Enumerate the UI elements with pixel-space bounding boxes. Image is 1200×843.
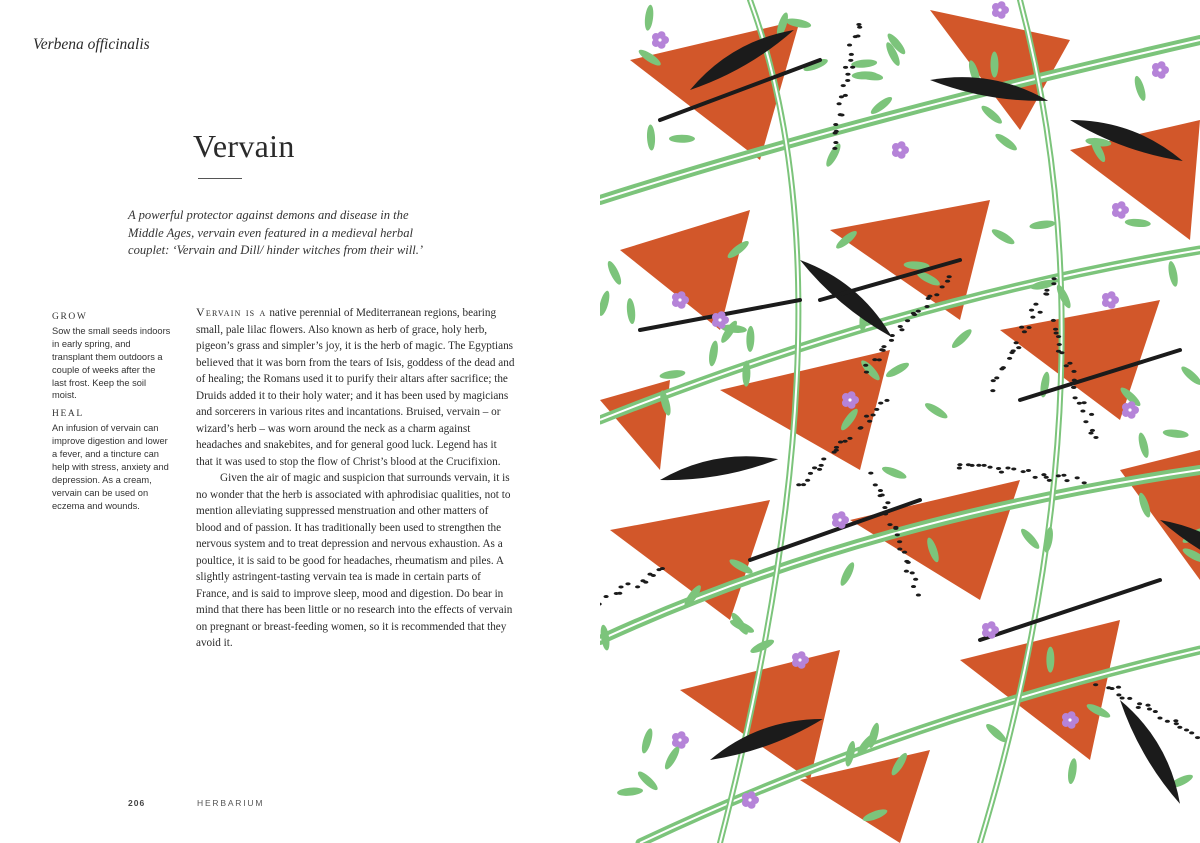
body-text xyxy=(196,304,516,652)
black-seed-dot-shape xyxy=(897,540,902,543)
lilac-flower-petal-shape xyxy=(748,791,756,799)
lilac-flower-petal-shape xyxy=(838,511,846,519)
black-seed-dot-shape xyxy=(895,533,900,536)
green-leaf-shape xyxy=(662,745,682,772)
black-seed-dot-shape xyxy=(849,53,854,56)
black-feather-leaf-shape xyxy=(1115,695,1190,807)
lilac-flower-petal-shape xyxy=(848,391,856,399)
lilac-flower-petal-shape xyxy=(658,31,666,39)
black-seed-dot-shape xyxy=(842,440,847,443)
lilac-flower-petal-shape xyxy=(718,311,726,319)
black-seed-dot-shape xyxy=(934,293,939,296)
black-seed-dot-shape xyxy=(916,594,921,597)
black-seed-dot-shape xyxy=(1033,476,1038,479)
black-seed-dot-shape xyxy=(887,523,892,526)
body-lead-in: Vervain is a xyxy=(196,305,267,319)
black-seed-dot-shape xyxy=(1047,479,1052,482)
green-stem-shape xyxy=(640,650,1200,843)
black-seed-dot-shape xyxy=(838,441,843,444)
green-leaf-shape xyxy=(626,298,637,325)
black-seed-dot-shape xyxy=(913,578,918,581)
green-leaf-shape xyxy=(979,103,1004,126)
black-seed-dot-shape xyxy=(1177,726,1182,729)
black-seed-dot-shape xyxy=(1059,351,1064,354)
black-seed-dot-shape xyxy=(1038,311,1043,314)
green-leaf-shape xyxy=(990,227,1016,247)
black-seed-dot-shape xyxy=(656,568,661,571)
green-leaf-shape xyxy=(1067,758,1079,785)
black-seed-dot-shape xyxy=(1173,719,1178,722)
black-seed-dot-shape xyxy=(1080,410,1085,413)
black-seed-dot-shape xyxy=(817,468,822,471)
black-seed-dot-shape xyxy=(990,389,995,392)
black-seed-dot-shape xyxy=(853,35,858,38)
lilac-flower-center-shape xyxy=(898,148,901,151)
green-leaf-shape xyxy=(1029,219,1056,230)
black-seed-dot-shape xyxy=(906,561,911,564)
lilac-flower-center-shape xyxy=(998,8,1001,11)
black-seed-dot-shape xyxy=(1088,432,1093,435)
black-seed-dot-shape xyxy=(912,313,917,316)
black-seed-dot-shape xyxy=(868,472,873,475)
lilac-flower-center-shape xyxy=(1158,68,1161,71)
lilac-flower-center-shape xyxy=(798,658,801,661)
black-seed-dot-shape xyxy=(1081,401,1086,404)
black-seed-dot-shape xyxy=(1001,366,1006,369)
black-seed-dot-shape xyxy=(796,483,801,486)
lilac-flower-center-shape xyxy=(1108,298,1111,301)
green-leaf-shape xyxy=(1019,526,1042,551)
black-seed-dot-shape xyxy=(801,483,806,486)
black-seed-dot-shape xyxy=(899,328,904,331)
black-seed-dot-shape xyxy=(1051,277,1056,280)
black-seed-dot-shape xyxy=(926,297,931,300)
title-divider xyxy=(198,178,242,179)
black-seed-dot-shape xyxy=(635,585,640,588)
black-seed-dot-shape xyxy=(1189,731,1194,734)
black-seed-dot-shape xyxy=(1195,736,1200,739)
green-leaf-shape xyxy=(1179,364,1200,387)
green-leaf-shape xyxy=(881,464,908,481)
black-seed-dot-shape xyxy=(996,467,1001,470)
page-number: 206 xyxy=(128,798,146,808)
black-seed-dot-shape xyxy=(874,408,879,411)
black-seed-dot-shape xyxy=(1019,326,1024,329)
green-leaf-shape xyxy=(600,290,612,317)
black-seed-dot-shape xyxy=(1033,303,1038,306)
black-seed-dot-shape xyxy=(843,94,848,97)
black-seed-dot-shape xyxy=(987,466,992,469)
black-seed-dot-shape xyxy=(625,582,630,585)
black-seed-dot-shape xyxy=(1056,474,1061,477)
lilac-flower-center-shape xyxy=(988,628,991,631)
lilac-flower-petal-shape xyxy=(798,651,806,659)
black-seed-dot-shape xyxy=(864,371,869,374)
black-seed-dot-shape xyxy=(976,464,981,467)
black-seed-dot-shape xyxy=(1016,346,1021,349)
black-seed-dot-shape xyxy=(1153,710,1158,713)
sidebar-text-heal: An infusion of vervain can improve digestion and lower a fever, and a tincture can help with stress, anxiety and depression. As a cream, vervain can be used on eczema and wounds. xyxy=(52,423,169,511)
black-seed-dot-shape xyxy=(819,464,824,467)
black-seed-dot-shape xyxy=(982,464,987,467)
black-seed-dot-shape xyxy=(1051,319,1056,322)
black-seed-dot-shape xyxy=(1082,481,1087,484)
black-seed-dot-shape xyxy=(858,427,863,430)
body-paragraph-1-text: native perennial of Mediterranean regions, bearing small, pale lilac flowers. Also known as herb of grace, holy herb, pigeon’s grass and simpler’s joy, it is the herb of magic. The Egyptians believed that it was born from the tears of Isis, goddess of the dead and of healing; the Romans used it to purify their altars after sacrifice; the Druids added it to their holy water; and it has been used by magicians and sorcerers in various rites and incantations. Bruised, vervain – or wizard’s herb – was worn around the neck as a charm against headaches and snakebites, and for general good luck. Legend has it that it was used to stop the flow of Christ’s blood at the Crucifixion. xyxy=(196,307,515,468)
black-seed-dot-shape xyxy=(1057,343,1062,346)
green-leaf-shape xyxy=(646,124,655,150)
black-seed-dot-shape xyxy=(1043,292,1048,295)
lilac-flower-petal-shape xyxy=(678,731,686,739)
lilac-flower-petal-shape xyxy=(998,1,1006,9)
black-seed-dot-shape xyxy=(1044,289,1049,292)
black-seed-dot-shape xyxy=(890,334,895,337)
sidebar-heading-grow: GROW xyxy=(52,312,88,322)
lilac-flower-petal-shape xyxy=(1128,401,1136,409)
black-seed-dot-shape xyxy=(957,467,962,470)
black-seed-dot-shape xyxy=(881,345,886,348)
green-leaf-shape xyxy=(923,401,949,421)
black-seed-dot-shape xyxy=(1026,469,1031,472)
black-seed-dot-shape xyxy=(1007,357,1012,360)
black-seed-dot-shape xyxy=(1061,474,1066,477)
black-seed-dot-shape xyxy=(991,379,996,382)
lilac-flower-center-shape xyxy=(1118,208,1121,211)
black-seed-dot-shape xyxy=(843,66,848,69)
black-seed-dot-shape xyxy=(1089,413,1094,416)
sidebar-text-grow: Sow the small seeds indoors in early spring, and transplant them outdoors a couple of weeks after the last frost. Keep the soil moist. xyxy=(52,325,171,401)
black-seed-dot-shape xyxy=(832,147,837,150)
black-seed-dot-shape xyxy=(834,446,839,449)
black-seed-dot-shape xyxy=(1073,396,1078,399)
black-seed-dot-shape xyxy=(873,483,878,486)
lilac-flower-center-shape xyxy=(748,798,751,801)
black-seed-dot-shape xyxy=(893,527,898,530)
black-seed-dot-shape xyxy=(880,494,885,497)
lilac-flower-center-shape xyxy=(1068,718,1071,721)
black-seed-dot-shape xyxy=(1011,467,1016,470)
lilac-flower-petal-shape xyxy=(1108,291,1116,299)
black-seed-dot-shape xyxy=(1067,362,1072,365)
lilac-flower-petal-shape xyxy=(1068,711,1076,719)
page-title: Vervain xyxy=(193,128,295,164)
lilac-flower-petal-shape xyxy=(678,291,686,299)
black-seed-dot-shape xyxy=(879,348,884,351)
green-leaf-shape xyxy=(1162,428,1189,439)
lilac-flower-petal-shape xyxy=(1158,61,1166,69)
black-seed-dot-shape xyxy=(945,280,950,283)
black-seed-dot-shape xyxy=(947,275,952,278)
green-leaf-shape xyxy=(824,142,843,169)
black-seed-dot-shape xyxy=(1053,328,1058,331)
green-leaf-shape xyxy=(1137,432,1151,459)
lilac-flower-center-shape xyxy=(1128,408,1131,411)
black-seed-dot-shape xyxy=(614,592,619,595)
black-seed-dot-shape xyxy=(1136,706,1141,709)
black-seed-dot-shape xyxy=(872,358,877,361)
black-seed-dot-shape xyxy=(1026,326,1031,329)
sidebar-heading-heal: HEAL xyxy=(52,409,84,420)
black-seed-dot-shape xyxy=(1022,330,1027,333)
orange-wedge-shape xyxy=(930,10,1070,130)
black-seed-dot-shape xyxy=(940,285,945,288)
black-seed-dot-shape xyxy=(1165,720,1170,723)
black-seed-dot-shape xyxy=(832,132,837,135)
sidebar xyxy=(52,311,172,519)
black-seed-dot-shape xyxy=(1064,364,1069,367)
black-seed-dot-shape xyxy=(1127,697,1132,700)
green-leaf-shape xyxy=(659,369,686,381)
black-seed-dot-shape xyxy=(1093,436,1098,439)
black-seed-dot-shape xyxy=(1077,402,1082,405)
black-seed-dot-shape xyxy=(845,73,850,76)
black-seed-dot-shape xyxy=(600,603,602,606)
green-leaf-shape xyxy=(950,327,974,351)
green-leaf-shape xyxy=(644,4,655,31)
lilac-flower-center-shape xyxy=(718,318,721,321)
green-leaf-shape xyxy=(1124,218,1151,228)
vervain-pattern-illustration xyxy=(600,0,1200,843)
lilac-flower-petal-shape xyxy=(1118,201,1126,209)
black-seed-dot-shape xyxy=(897,548,902,551)
green-leaf-shape xyxy=(884,360,911,380)
green-leaf-shape xyxy=(993,131,1019,153)
black-seed-dot-shape xyxy=(905,319,910,322)
black-seed-dot-shape xyxy=(1174,722,1179,725)
black-seed-dot-shape xyxy=(1064,479,1069,482)
black-seed-dot-shape xyxy=(1137,702,1142,705)
green-leaf-shape xyxy=(707,340,719,367)
black-seed-dot-shape xyxy=(969,464,974,467)
black-seed-dot-shape xyxy=(957,463,962,466)
lilac-flower-center-shape xyxy=(678,738,681,741)
green-leaf-shape xyxy=(605,259,623,286)
black-seed-dot-shape xyxy=(1071,370,1076,373)
black-seed-dot-shape xyxy=(898,325,903,328)
black-seed-dot-shape xyxy=(1184,729,1189,732)
black-seed-dot-shape xyxy=(889,339,894,342)
black-seed-dot-shape xyxy=(916,310,921,313)
black-seed-dot-shape xyxy=(863,364,868,367)
black-seed-dot-shape xyxy=(1030,316,1035,319)
black-seed-dot-shape xyxy=(1056,335,1061,338)
black-seed-dot-shape xyxy=(870,413,875,416)
lilac-flower-petal-shape xyxy=(988,621,996,629)
black-seed-dot-shape xyxy=(647,573,652,576)
illustration-page xyxy=(600,0,1200,843)
black-seed-dot-shape xyxy=(847,44,852,47)
black-seed-dot-shape xyxy=(618,585,623,588)
black-seed-dot-shape xyxy=(821,457,826,460)
green-leaf-shape xyxy=(746,326,755,352)
black-seed-dot-shape xyxy=(1075,476,1080,479)
black-seed-dot-shape xyxy=(902,551,907,554)
black-seed-dot-shape xyxy=(838,113,843,116)
black-seed-dot-shape xyxy=(1116,693,1121,696)
black-seed-dot-shape xyxy=(833,123,838,126)
stem-highlight-shape xyxy=(640,650,1200,843)
black-seed-dot-shape xyxy=(911,585,916,588)
running-head: HERBARIUM xyxy=(197,798,265,808)
black-seed-dot-shape xyxy=(1071,386,1076,389)
green-leaf-shape xyxy=(640,727,655,754)
black-seed-dot-shape xyxy=(831,451,836,454)
black-seed-dot-shape xyxy=(999,471,1004,474)
black-seed-dot-shape xyxy=(1009,351,1014,354)
black-seed-dot-shape xyxy=(841,84,846,87)
black-seed-dot-shape xyxy=(1051,282,1056,285)
latin-name: Verbena officinalis xyxy=(33,36,150,53)
black-feather-leaf-shape xyxy=(658,448,779,486)
black-seed-dot-shape xyxy=(924,305,929,308)
body-paragraph-1 xyxy=(196,304,516,470)
black-seed-dot-shape xyxy=(845,79,850,82)
black-seed-dot-shape xyxy=(1014,341,1019,344)
dark-stem-line-shape xyxy=(980,580,1160,640)
black-seed-dot-shape xyxy=(850,66,855,69)
black-seed-dot-shape xyxy=(1157,717,1162,720)
black-seed-dot-shape xyxy=(884,399,889,402)
black-seed-dot-shape xyxy=(812,466,817,469)
black-seed-dot-shape xyxy=(904,570,909,573)
black-seed-dot-shape xyxy=(833,141,838,144)
black-seed-dot-shape xyxy=(1005,466,1010,469)
green-leaf-shape xyxy=(838,561,857,588)
black-seed-dot-shape xyxy=(867,420,872,423)
black-seed-dot-shape xyxy=(640,579,645,582)
black-seed-dot-shape xyxy=(805,479,810,482)
green-leaf-shape xyxy=(617,786,644,796)
green-leaf-shape xyxy=(1167,260,1180,287)
black-seed-dot-shape xyxy=(1093,683,1098,686)
black-seed-dot-shape xyxy=(848,59,853,62)
green-leaf-shape xyxy=(1132,75,1147,102)
black-seed-dot-shape xyxy=(603,595,608,598)
lilac-flower-petal-shape xyxy=(898,141,906,149)
black-seed-dot-shape xyxy=(882,506,887,509)
black-seed-dot-shape xyxy=(910,571,915,574)
black-seed-dot-shape xyxy=(1029,309,1034,312)
lilac-flower-center-shape xyxy=(848,398,851,401)
black-seed-dot-shape xyxy=(1041,473,1046,476)
black-seed-dot-shape xyxy=(878,489,883,492)
black-seed-dot-shape xyxy=(994,376,999,379)
black-seed-dot-shape xyxy=(885,501,890,504)
lilac-flower-center-shape xyxy=(678,298,681,301)
black-seed-dot-shape xyxy=(1044,476,1049,479)
black-seed-dot-shape xyxy=(1116,686,1121,689)
black-seed-dot-shape xyxy=(1147,708,1152,711)
black-seed-dot-shape xyxy=(836,102,841,105)
black-seed-dot-shape xyxy=(1053,332,1058,335)
black-seed-dot-shape xyxy=(856,23,861,26)
black-seed-dot-shape xyxy=(1119,697,1124,700)
intro-quote: A powerful protector against demons and disease in the Middle Ages, vervain even featured in a medieval herbal couplet: ‘Vervain and Dill/ hinder witches from their will.’ xyxy=(128,208,424,257)
body-paragraph-2: Given the air of magic and suspicion that surrounds vervain, it is no wonder that the herb is associated with aphrodisiac qualities, not to mention alleviating suppressed menstruation and other matters of blood and of passion. It has traditionally been used to strengthen the nervous system and to treat depression and nervous exhaustion. As a poultice, it is said to be good for headaches, rheumatism and piles. A slightly astringent-tasting vervain tea is made in certain parts of France, and is said to improve sleep, mood and digestion. Do bear in mind that there has been little or no research into the effects of vervain on pregnant or breast-feeding women, so it is recommended that they avoid it. xyxy=(196,472,513,649)
black-seed-dot-shape xyxy=(857,26,862,29)
black-seed-dot-shape xyxy=(878,402,883,405)
black-seed-dot-shape xyxy=(1109,687,1114,690)
black-seed-dot-shape xyxy=(864,415,869,418)
black-seed-dot-shape xyxy=(1145,704,1150,707)
black-seed-dot-shape xyxy=(847,437,852,440)
black-seed-dot-shape xyxy=(808,472,813,475)
lilac-flower-center-shape xyxy=(838,518,841,521)
black-seed-dot-shape xyxy=(1090,429,1095,432)
lilac-flower-center-shape xyxy=(658,38,661,41)
black-seed-dot-shape xyxy=(1021,470,1026,473)
green-leaf-shape xyxy=(669,135,695,143)
black-seed-dot-shape xyxy=(1083,420,1088,423)
green-leaf-shape xyxy=(984,721,1009,744)
